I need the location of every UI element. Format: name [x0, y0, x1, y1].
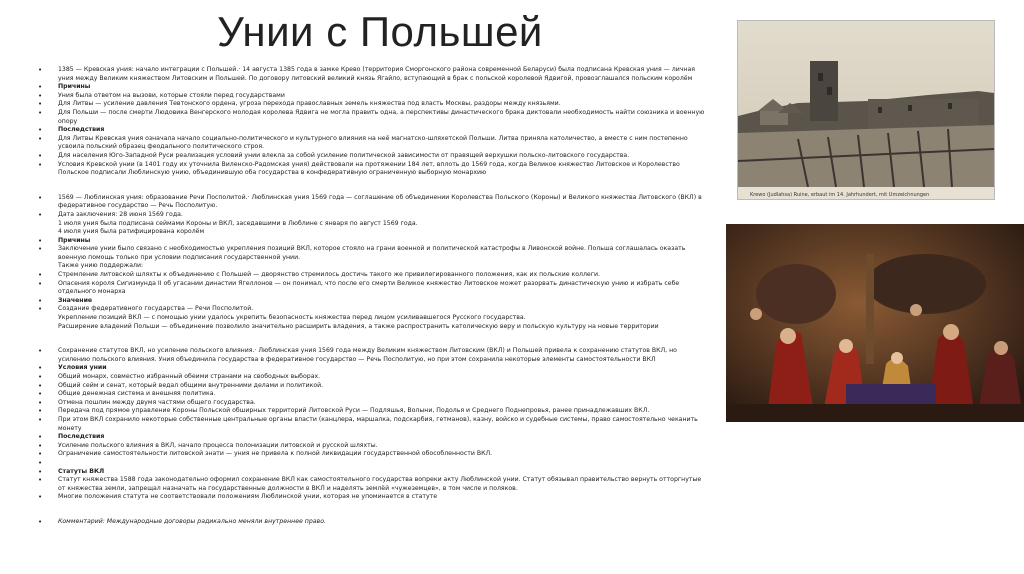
bullet-paragraph — [38, 476, 710, 493]
bullet-icon: • — [38, 296, 43, 305]
bullet-icon: • — [38, 476, 43, 485]
paragraph-text: Создание федеративного государства — Речи Посполитой. Укрепление позиций ВКЛ — с помощью унии удалось укрепить безопасность княжества перед лицом усиливавшегося Русского государства. Расширение владений Польши — объединение позволило значительно расширить владения, а также распространить католическую веру и польскую культуру на новые территории — [58, 305, 659, 330]
paragraph-text: 1385 — Кревская уния: начало интеграции с Польшей.· 14 августа 1385 года в замке Крево (территория Сморгонского района современной Беларуси) была подписана Кревская уния — личная уния между Великим княжеством Литовским и Польшей. По договору литовский великий князь Ягайло, вступающий в брак с польской королевой Ядвигой, провозглашался польским королём — [58, 66, 695, 82]
bullet-paragraph — [38, 92, 710, 101]
paragraph-text: Сохранение статутов ВКЛ, но усиление польского влияния.· Люблинская уния 1569 года между Великим княжеством Литовским (ВКЛ) и Польшей привела к сохранению статутов ВКЛ, но усилению польского влияния. Уния объединила государства в федеративное государство — Речь Посполитую, но при этом сохранила некоторые элементы самостоятельности ВКЛ — [58, 347, 677, 363]
bullet-icon: • — [38, 134, 43, 143]
bullet-icon: • — [38, 517, 43, 526]
bullet-paragraph — [38, 100, 710, 109]
bullet-paragraph — [38, 245, 710, 271]
paragraph-text: При этом ВКЛ сохранило некоторые собственные центральные органы власти (канцлера, маршалка, подскарбия, гетманов), казну, войско и судебные системы, право самостоятельно чеканить монету — [58, 415, 698, 432]
bullet-paragraph — [38, 135, 710, 152]
paragraph-gap — [38, 502, 710, 518]
bullet-icon: • — [38, 91, 43, 100]
slide-title: Унии с Польшей — [217, 8, 543, 55]
bullet-icon: • — [38, 271, 43, 280]
paragraph-text: Последствия — [58, 433, 105, 441]
paragraph-text: Уния была ответом на вызови, которые стояли перед государствами — [58, 91, 285, 99]
paragraph-text: Для Польши — после смерти Людовика Венгерского молодая королева Ядвига не могла править одна, а перспективы династического брака диктовали необходимость найти союзника и военную опору — [58, 108, 705, 125]
bullet-icon: • — [38, 433, 43, 442]
paragraph-text: Условия унии — [58, 364, 107, 372]
bullet-paragraph — [38, 468, 710, 477]
paragraph-text: Общий сейм и сенат, который ведал общими внутренними делами и политикой. — [58, 381, 324, 389]
bullet-icon: • — [38, 458, 43, 467]
bullet-icon: • — [38, 390, 43, 399]
bullet-paragraph — [38, 493, 710, 502]
bullet-paragraph — [38, 518, 710, 527]
bullet-paragraph — [38, 161, 710, 178]
bullet-paragraph — [38, 459, 710, 468]
bullet-icon: • — [38, 415, 43, 424]
paragraph-text: Опасения короля Сигизмунда II об угасании династии Ягеллонов — он понимал, что после его смерти Великое княжество Литовское может разорвать династическую унию и избрать себе отдельного монарха — [58, 279, 680, 296]
paragraph-text: Для Литвы — усиление давления Тевтонского ордена, угроза перехода православных земель княжества под власть Москвы, раздоры между князьями. — [58, 100, 561, 108]
bullet-paragraph — [38, 433, 710, 442]
bullet-paragraph — [38, 126, 710, 135]
paragraph-text: Усиление польского влияния в ВКЛ, начало процесса полонизации литовской и русской шляхты. — [58, 441, 378, 449]
paragraph-text: 1569 — Люблинская уния: образование Речи Посполитой.· Люблинская уния 1569 года — соглашение об объединении Королевства Польского (Короны) и Великого княжества Литовского (ВКЛ) в федеративное государство — Речь Посполитую. — [58, 193, 702, 210]
paragraph-text: Последствия — [58, 126, 105, 134]
paragraph-text: Стремление литовской шляхты к объединению с Польшей — дворянство стремилось достичь такого же привилегированного положения, как их польские коллеги. — [58, 271, 600, 279]
bullet-icon: • — [38, 467, 43, 476]
paragraph-text: Отмена пошлин между двумя частями общего государства. — [58, 398, 256, 406]
paragraph-text: Причины — [58, 236, 91, 244]
bullet-icon: • — [38, 305, 43, 314]
paragraph-text: Ограничение самостоятельности литовской знати — уния не привела к полной ликвидации государственной обособленности ВКЛ. — [58, 450, 493, 458]
paragraph-text: Статуты ВКЛ — [58, 467, 105, 475]
paragraph-text: Передача под прямое управление Короны Польской обширных территорий Литовской Руси — Подляшья, Волыни, Подолья и Среднего Поднепровья, ранее принадлежавших ВКЛ. — [58, 407, 650, 415]
paragraph-text: Комментарий: Международные договоры радикально меняли внутреннее право. — [58, 517, 326, 525]
bullet-paragraph — [38, 194, 710, 211]
bullet-icon: • — [38, 108, 43, 117]
bullet-paragraph — [38, 152, 710, 161]
lublin-union-painting — [726, 224, 1024, 422]
slide-body — [38, 66, 710, 527]
paragraph-gap — [38, 331, 710, 347]
bullet-icon: • — [38, 245, 43, 254]
krewo-castle-photo — [737, 20, 995, 200]
bullet-icon: • — [38, 441, 43, 450]
bullet-paragraph — [38, 450, 710, 459]
bullet-paragraph — [38, 305, 710, 331]
photo-caption: Krewo (Judlahsa) Ruine, erbaut im 14. Jahrhundert, mit Umzeichnungen — [750, 192, 930, 198]
paragraph-text: Причины — [58, 83, 91, 91]
paragraph-text: Условия Кревской унии (в 1401 году их уточнила Виленско-Радомская уния) действовали на протяжении 184 лет, вплоть до 1569 года, когда Великое княжество Литовское и Королевство Польское подписали Люблинскую унию, объединившую оба государства в конфедеративную ограниченную выборную монархию — [58, 160, 680, 177]
bullet-icon: • — [38, 126, 43, 135]
bullet-paragraph — [38, 280, 710, 297]
paragraph-text: Заключение унии было связано с необходимостью укрепления позиций ВКЛ, которое стояло на грани военной и политической катастрофы в Ливонской войне. Польша соглашалась оказать военную помощь только при условии подписания государственной унии. Также унию поддержали: — [58, 245, 686, 270]
paragraph-gap — [38, 178, 710, 194]
paragraph-text: Для Литвы Кревская уния означала начало социально-политического и культурного влияния на неё магнатско-шляхетской Польши. Литва приняла католичество, а вместе с ним постепенно усвоила польский образец феодального политического строя. — [58, 134, 688, 151]
bullet-icon: • — [38, 407, 43, 416]
bullet-paragraph — [38, 407, 710, 416]
bullet-paragraph — [38, 347, 710, 364]
bullet-icon: • — [38, 450, 43, 459]
bullet-icon: • — [38, 83, 43, 92]
bullet-paragraph — [38, 66, 710, 83]
bullet-paragraph — [38, 237, 710, 246]
bullet-icon: • — [38, 193, 43, 202]
paragraph-text: Значение — [58, 296, 93, 304]
paragraph-text: Многие положения статута не соответствовали положениям Люблинской унии, которая не упоминается в статуте — [58, 493, 438, 501]
bullet-icon: • — [38, 398, 43, 407]
bullet-paragraph — [38, 271, 710, 280]
bullet-icon: • — [38, 279, 43, 288]
bullet-icon: • — [38, 100, 43, 109]
bullet-icon: • — [38, 160, 43, 169]
bullet-icon: • — [38, 373, 43, 381]
bullet-paragraph — [38, 416, 710, 433]
bullet-icon: • — [38, 493, 43, 502]
bullet-icon: • — [38, 210, 43, 219]
bullet-icon: • — [38, 66, 43, 74]
bullet-paragraph — [38, 382, 710, 391]
paragraph-text: Общий монарх, совместно избранный обеими странами на свободных выборах. — [58, 373, 321, 380]
paragraph-text: Статут княжества 1588 года законодательно оформил сохранение ВКЛ как самостоятельного государства вопреки акту Люблинской унии. Статут обязывал правительство вернуть отторгнутые от княжества земли, запрещал назначать на государственные должности в ВКЛ и наделять землёй «чужеземцев», в том числе и поляков. — [58, 476, 702, 492]
bullet-icon: • — [38, 347, 43, 356]
lublin-union-illustration — [726, 224, 1024, 422]
bullet-icon: • — [38, 151, 43, 160]
bullet-paragraph — [38, 83, 710, 92]
paragraph-text: Дата заключения: 28 июня 1569 года. 1 июля уния была подписана сеймами Короны и ВКЛ, заседавшими в Люблине с января по август 1569 года. 4 июля уния была ратифицирована королём — [58, 210, 418, 236]
bullet-paragraph — [38, 373, 710, 382]
bullet-paragraph — [38, 211, 710, 237]
bullet-paragraph — [38, 109, 710, 126]
bullet-icon: • — [38, 236, 43, 245]
bullet-paragraph — [38, 390, 710, 399]
paragraph-text: Общие денежная система и внешняя политика. — [58, 390, 216, 398]
paragraph-text: Для населения Юго-Западной Руси реализация условий унии влекла за собой усиление политической зависимости от правящей верхушки польско-литовского государства. — [58, 151, 630, 159]
bullet-icon: • — [38, 381, 43, 390]
bullet-paragraph — [38, 364, 710, 373]
krewo-castle-illustration — [738, 21, 994, 199]
bullet-icon: • — [38, 364, 43, 373]
